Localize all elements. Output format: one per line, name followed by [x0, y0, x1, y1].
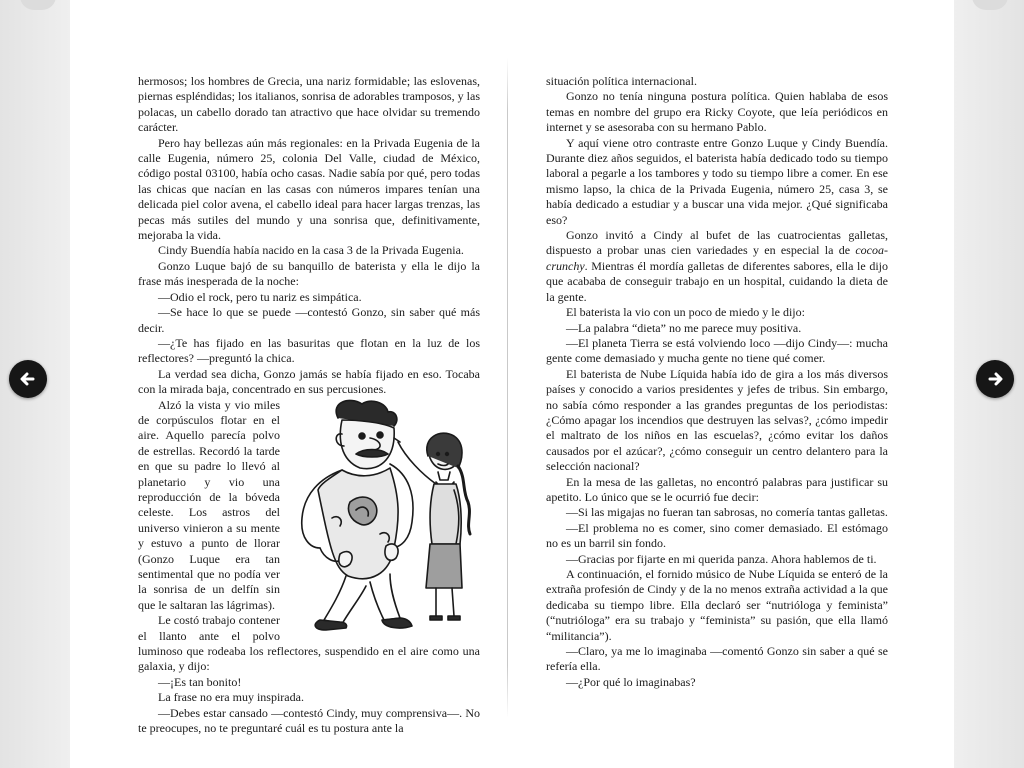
- paragraph: Y aquí viene otro contraste entre Gonzo Luque y Cindy Buendía. Durante diez años seguidos, el baterista había dedicado todo su tiempo laboral a pegarle a los tambores y todo su tiempo libre a comer. En ese mismo lapso, la chica de la Privada Eugenia, número 25, casa 3, se había dedicado a estudiar y a buscar una vida mejor. ¿Qué significaba eso?: [546, 135, 888, 227]
- paragraph: Le costó trabajo contener el llanto ante el polvo luminoso que rodeaba los reflectores, suspendido en el aire como una galaxia, y dijo:: [138, 613, 480, 674]
- next-page-button[interactable]: [976, 360, 1014, 398]
- paragraph: El baterista de Nube Líquida había ido de gira a los más diversos países y conocido a varios presidentes y jefes de tribus. Sin embargo, no sabía cómo responder a las grandes preguntas de los periodistas: ¿Cómo apagar los incendios que destruyen las selvas?, ¿cómo impedir el maltrato de los niños en las escuelas?, ¿cómo evitar los daños causados por el azúcar?, ¿cómo conseguir un centro delantero para la selección nacional?: [546, 366, 888, 474]
- paragraph: La frase no era muy inspirada.: [158, 690, 304, 705]
- book-spread: [70, 0, 954, 768]
- paragraph: situación política internacional.: [546, 74, 697, 88]
- paragraph: Gonzo Luque bajó de su banquillo de baterista y ella le dijo la frase más inesperada de la noche:: [138, 258, 480, 289]
- paragraph: —¿Te has fijado en las basuritas que flotan en la luz de los reflectores? —preguntó la chica.: [138, 335, 480, 366]
- paragraph: —¿Por qué lo imaginabas?: [566, 674, 696, 689]
- paragraph-text: . Mientras él mordía galletas de diferentes sabores, ella le dijo que acababa de conseguir trabajo en un hospital, cuidando la dieta de la gente.: [546, 258, 888, 304]
- paragraph: —Odio el rock, pero tu nariz es simpática.: [158, 289, 362, 304]
- paragraph: A continuación, el fornido músico de Nube Líquida se enteró de la extraña profesión de Cindy y de la no menos extraña actividad a la que dedicaba su tiempo libre. Ella declaró ser “nutrióloga y feminista” (“nutrióloga” era su trabajo y “feminista” su pasión, que ella llamó “militancia”).: [546, 567, 888, 643]
- italic-text: cocoa-crunchy: [546, 243, 888, 273]
- paragraph: —El problema no es comer, sino comer demasiado. El estómago no es un barril sin fondo.: [546, 520, 888, 551]
- paragraph: Pero hay bellezas aún más regionales: en la Privada Eugenia de la calle Eugenia, número 25, colonia Del Valle, ciudad de México, código postal 03100, había ocho casas. Nadie sabía por qué, pero todas las chicas que nacían en las casas con números impares tenían una delicada piel color avena, el cabello ideal para hacer largas trenzas, las pecas más sutiles del mundo y una sonrisa que, definitivamente, mejoraba la vida.: [138, 135, 480, 243]
- paragraph: En la mesa de las galletas, no encontró palabras para justificar su apetito. Lo único que se le ocurrió fue decir:: [546, 474, 888, 504]
- arrow-left-icon: [18, 369, 38, 389]
- paragraph: El baterista la vio con un poco de miedo y le dijo:: [566, 305, 805, 320]
- paragraph: —Claro, ya me lo imaginaba —comentó Gonzo sin saber a qué se refería ella.: [546, 644, 888, 674]
- paragraph: —El planeta Tierra se está volviendo loco —dijo Cindy—: mucha gente come demasiado y mucha gente no tiene qué comer.: [546, 335, 888, 366]
- paragraph: Cindy Buendía había nacido en la casa 3 de la Privada Eugenia.: [158, 243, 464, 258]
- right-page: [546, 74, 888, 690]
- paragraph: —¡Es tan bonito!: [158, 674, 242, 689]
- paragraph: Alzó la vista y vio miles de corpúsculos flotar en el aire. Aquello parecía polvo de estrellas. Recordó la tarde en que su padre lo llevó al planetario y vio una reproducción de la bóveda celeste. Los astros del universo vinieron a su mente y estuvo a punto de llorar (Gonzo Luque era tan sentimental que no podía ver la sonrisa de un delfín sin que le saltaran las lágrimas).: [138, 397, 280, 612]
- arrow-right-icon: [985, 369, 1005, 389]
- illustration-wrap-block: [138, 398, 480, 675]
- paragraph: —La palabra “dieta” no me parece muy positiva.: [566, 320, 802, 335]
- paragraph: Gonzo no tenía ninguna postura política. Quien hablaba de esos temas en nombre del grupo era Ricky Coyote, que leía periódicos en internet y se asesoraba con su hermano Pablo.: [546, 89, 888, 135]
- paragraph: [546, 228, 888, 305]
- paragraph: —Gracias por fijarte en mi querida panza. Ahora hablemos de ti.: [566, 551, 877, 566]
- gonzo-and-cindy-illustration: [290, 398, 480, 632]
- paragraph: —Se hace lo que se puede —contestó Gonzo, sin saber qué más decir.: [138, 305, 480, 335]
- paragraph: La verdad sea dicha, Gonzo jamás se había fijado en eso. Tocaba con la mirada baja, concentrado en sus percusiones.: [138, 366, 480, 397]
- book-gutter: [507, 58, 508, 718]
- paragraph: —Debes estar cansado —contestó Cindy, muy comprensiva—. No te preocupes, no te preguntaré cuál es tu postura ante la: [138, 705, 480, 736]
- paragraph: hermosos; los hombres de Grecia, una nariz formidable; las eslovenas, piernas espléndidas; los italianos, sonrisa de adorables tramposos, y las polacas, un cabello dorado tan atractivo que hace olvidar su tremendo carácter.: [138, 74, 480, 135]
- paragraph-text: Gonzo invitó a Cindy al bufet de las cuatrocientas galletas, dispuesto a probar unas cien variedades y en especial la de: [546, 228, 888, 258]
- left-page: [138, 74, 480, 736]
- illustration: [290, 398, 480, 632]
- previous-page-button[interactable]: [9, 360, 47, 398]
- paragraph: —Si las migajas no fueran tan sabrosas, no comería tantas galletas.: [566, 505, 888, 520]
